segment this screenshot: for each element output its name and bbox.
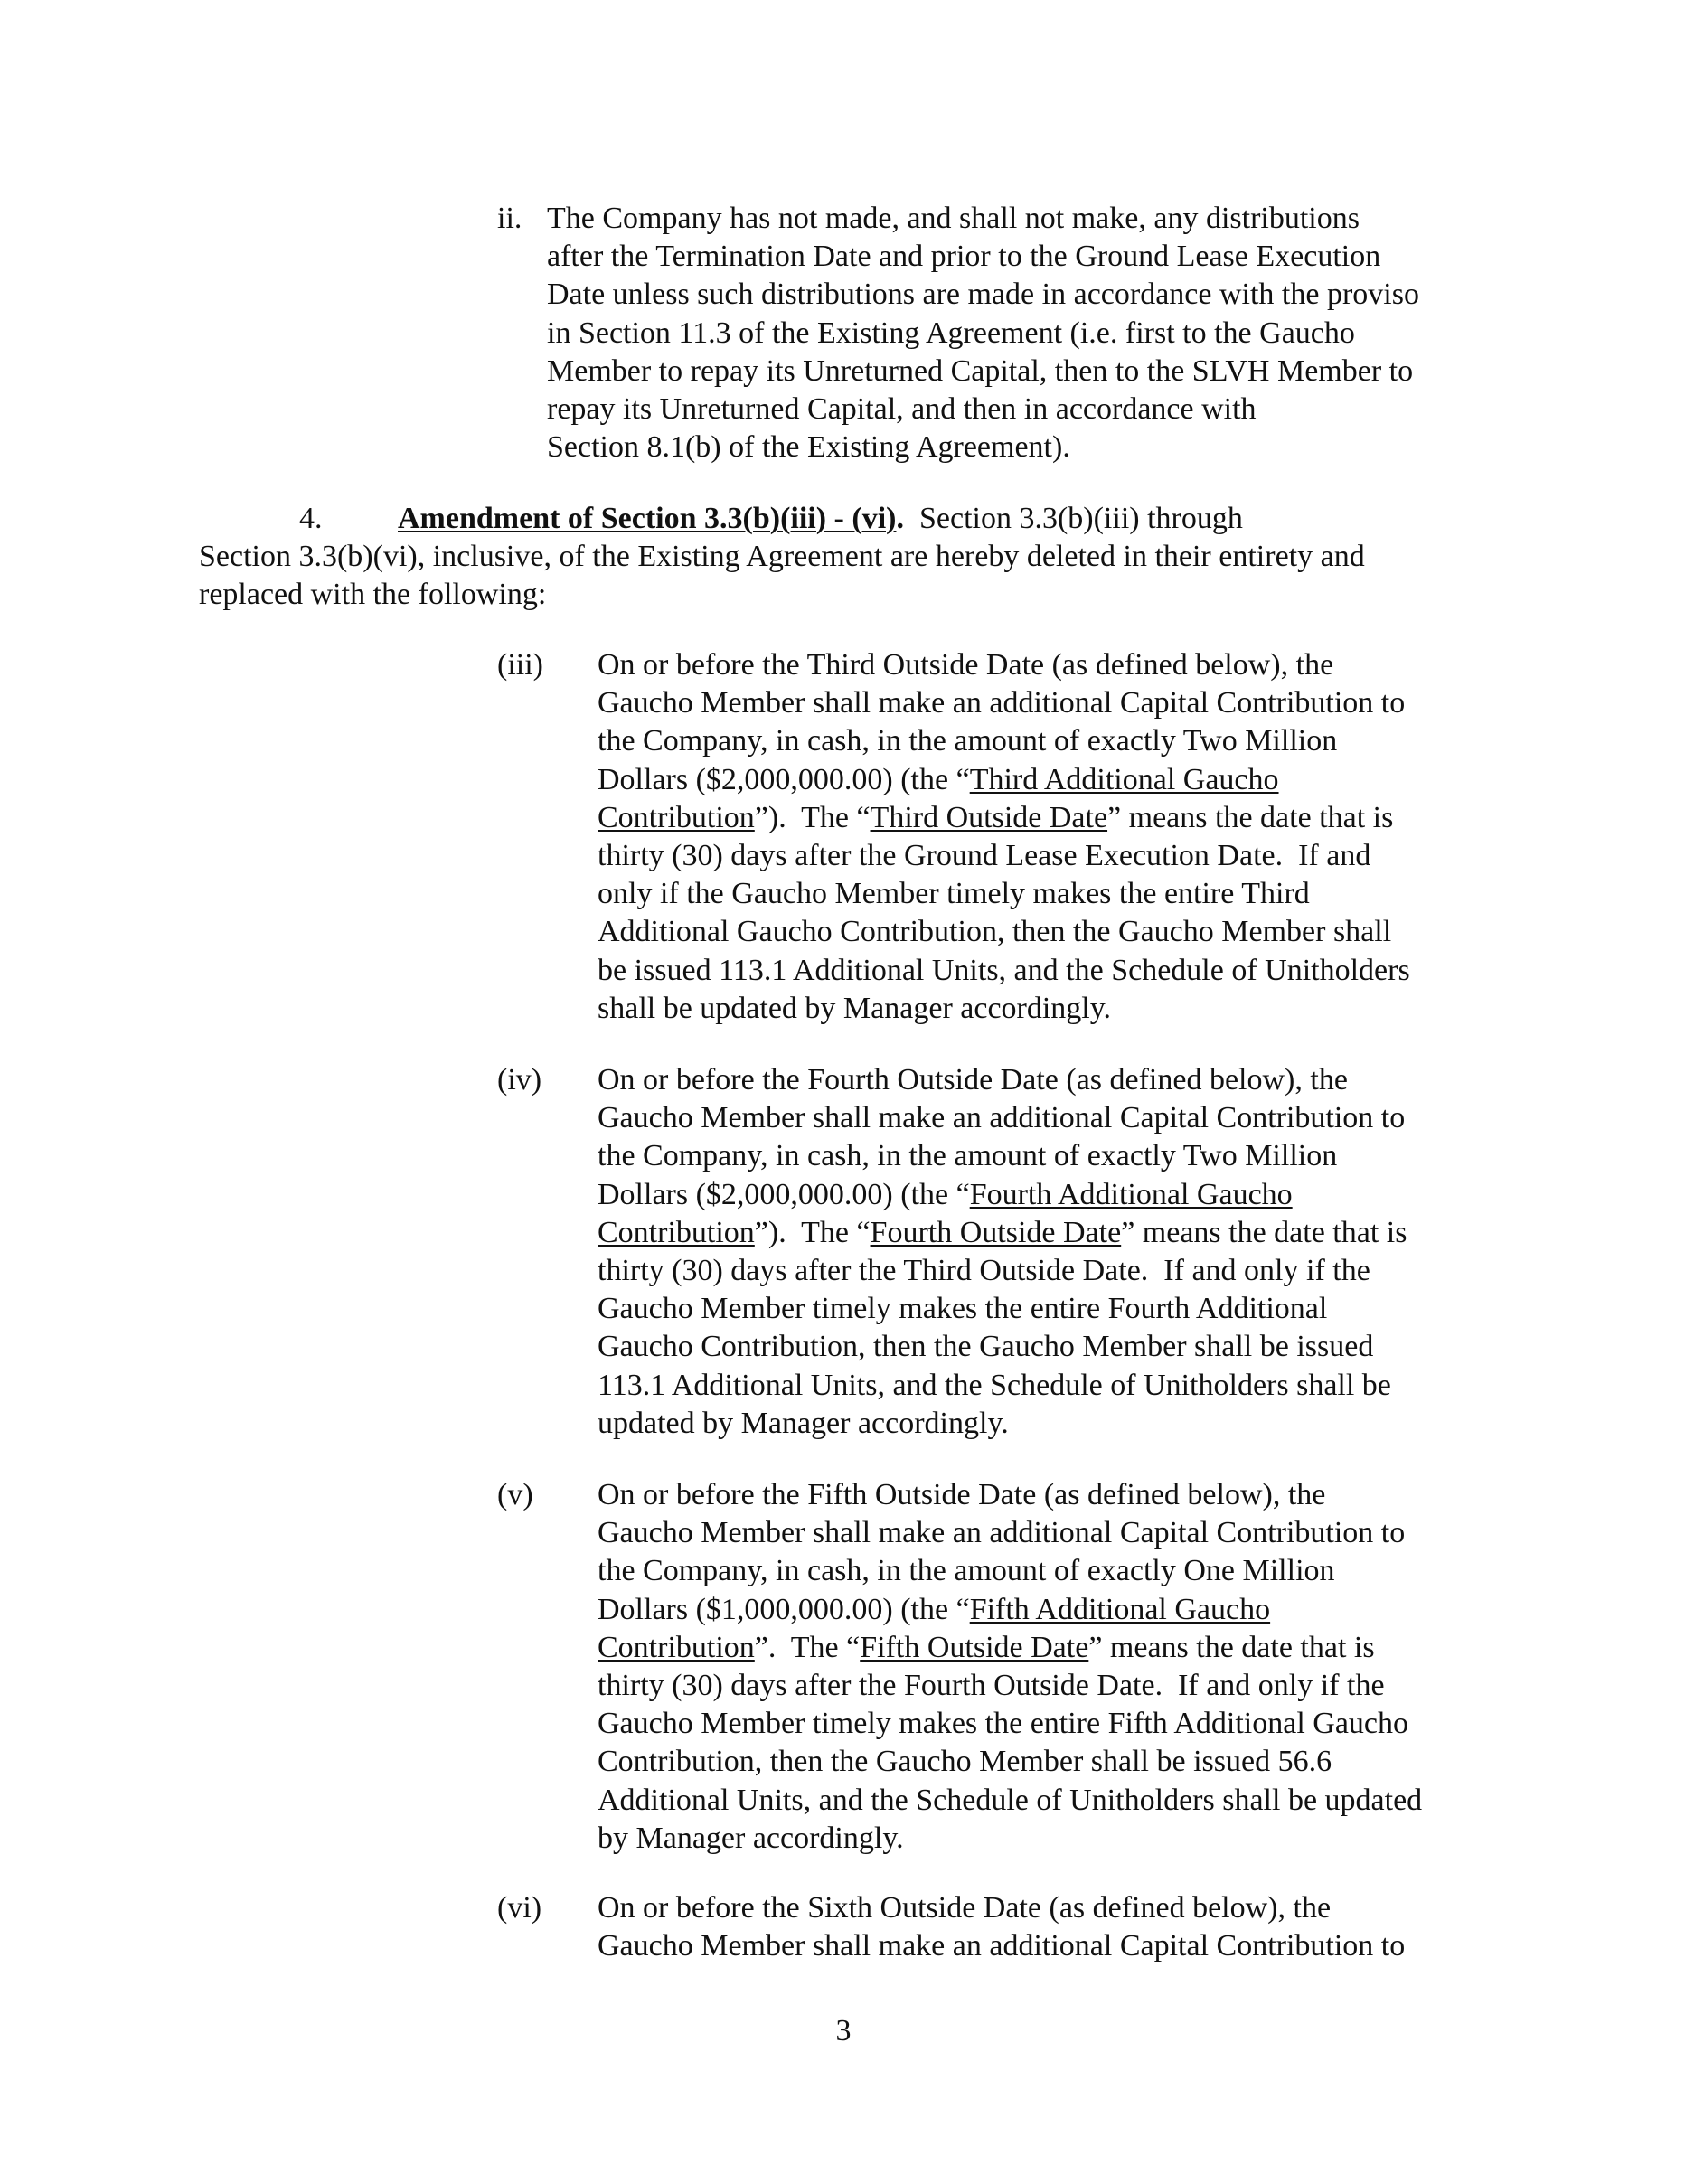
text-line — [199, 576, 1365, 614]
text-line — [598, 1782, 1422, 1820]
text-segment: the Company, in cash, in the amount of exactly One Million — [598, 1554, 1335, 1588]
text-line — [547, 353, 1419, 391]
text-line — [598, 761, 1410, 799]
text-line — [598, 1099, 1407, 1137]
text-segment: Additional Gaucho Contribution, then the Gaucho Member shall — [598, 915, 1392, 949]
section-4-body — [199, 538, 1365, 614]
defined-term: Fifth Outside Date — [860, 1630, 1089, 1664]
text-segment: On or before the Sixth Outside Date (as defined below), the — [598, 1891, 1332, 1925]
defined-term: Fifth Additional Gaucho — [969, 1592, 1271, 1626]
text-line — [598, 1176, 1407, 1214]
text-segment: thirty (30) days after the Fourth Outside Date. If and only if the — [598, 1668, 1385, 1702]
text-segment: Gaucho Member shall make an additional Capital Contribution to — [598, 1101, 1406, 1135]
text-line — [598, 1061, 1407, 1099]
text-line — [598, 1820, 1422, 1858]
subitem-body — [598, 1476, 1422, 1858]
text-segment: ”. The “ — [754, 1630, 861, 1664]
text-line — [547, 391, 1419, 428]
text-segment: Section 3.3(b)(iii) through — [903, 502, 1243, 535]
text-segment: the Company, in cash, in the amount of exactly Two Million — [598, 1139, 1338, 1173]
subitem-label: (iv) — [497, 1063, 542, 1097]
text-line — [598, 1889, 1405, 1927]
subitem-label: (iii) — [497, 648, 543, 682]
subitem-body — [598, 1061, 1407, 1443]
item-ii-label: ii. — [497, 202, 522, 235]
text-segment: On or before the Fifth Outside Date (as defined below), the — [598, 1478, 1326, 1511]
text-segment: Dollars ($2,000,000.00) (the “ — [598, 1177, 970, 1211]
text-segment: shall be updated by Manager accordingly. — [598, 991, 1112, 1025]
text-segment: Gaucho Member shall make an additional Capital Contribution to — [598, 1516, 1406, 1550]
text-line — [598, 1214, 1407, 1252]
text-line — [598, 913, 1410, 951]
text-segment: ” means the date that is — [1107, 800, 1394, 834]
text-line — [598, 875, 1410, 913]
text-segment: On or before the Fourth Outside Date (as defined below), the — [598, 1063, 1348, 1097]
text-segment: . — [896, 502, 904, 535]
section-4-heading-line — [398, 500, 1243, 538]
text-segment: Contribution, then the Gaucho Member shall be issued 56.6 — [598, 1745, 1332, 1779]
text-line — [598, 1743, 1422, 1781]
text-segment: Member to repay its Unreturned Capital, then to the SLVH Member to — [547, 353, 1414, 388]
text-segment: Gaucho Member timely makes the entire Fourth Additional — [598, 1292, 1328, 1326]
text-segment: thirty (30) days after the Ground Lease Execution Date. If and — [598, 838, 1371, 872]
defined-term: Third Outside Date — [870, 800, 1108, 834]
text-line — [547, 200, 1419, 238]
text-line — [598, 1927, 1405, 1965]
defined-term: Fourth Outside Date — [870, 1215, 1122, 1249]
text-segment: Gaucho Member timely makes the entire Fifth Additional Gaucho — [598, 1707, 1408, 1741]
text-segment: Additional Units, and the Schedule of Unitholders shall be updated — [598, 1783, 1423, 1817]
text-line — [598, 684, 1410, 722]
text-line — [598, 1252, 1407, 1290]
text-line — [598, 1514, 1422, 1552]
text-segment: be issued 113.1 Additional Units, and the Schedule of Unitholders — [598, 953, 1410, 987]
text-line — [598, 1629, 1422, 1667]
text-line — [598, 722, 1410, 760]
text-segment: repay its Unreturned Capital, and then in accordance with — [547, 391, 1257, 426]
text-line — [598, 1137, 1407, 1175]
text-line — [598, 799, 1410, 837]
text-line — [598, 837, 1410, 875]
text-segment: Gaucho Member shall make an additional Capital Contribution to — [598, 1929, 1406, 1963]
text-line — [199, 538, 1365, 576]
text-line — [598, 1367, 1407, 1405]
text-line — [598, 990, 1410, 1028]
text-segment: by Manager accordingly. — [598, 1821, 904, 1855]
text-segment: the Company, in cash, in the amount of exactly Two Million — [598, 724, 1338, 758]
subitem-label: (vi) — [497, 1891, 542, 1925]
text-segment: updated by Manager accordingly. — [598, 1406, 1009, 1440]
text-line — [547, 276, 1419, 314]
text-segment: Date unless such distributions are made in accordance with the proviso — [547, 278, 1419, 312]
item-ii-body — [547, 200, 1419, 466]
text-line — [398, 500, 1243, 538]
text-line — [598, 1667, 1422, 1705]
text-line — [598, 1552, 1422, 1590]
defined-term: Third Additional Gaucho — [969, 762, 1279, 796]
text-segment: On or before the Third Outside Date (as defined below), the — [598, 648, 1334, 682]
text-segment: replaced with the following: — [199, 578, 547, 612]
subitem-body — [598, 646, 1410, 1028]
text-line — [598, 646, 1410, 684]
text-segment: ”). The “ — [754, 800, 871, 834]
text-line — [598, 1476, 1422, 1514]
defined-term: Fourth Additional Gaucho — [969, 1177, 1293, 1211]
section-4-number: 4. — [299, 502, 323, 535]
defined-term: Contribution — [598, 1215, 755, 1249]
text-segment: only if the Gaucho Member timely makes the entire Third — [598, 877, 1310, 911]
text-segment: Gaucho Contribution, then the Gaucho Member shall be issued — [598, 1330, 1374, 1364]
text-segment: Dollars ($2,000,000.00) (the “ — [598, 762, 970, 796]
text-segment: after the Termination Date and prior to the Ground Lease Execution — [547, 240, 1381, 274]
defined-term: Contribution — [598, 800, 755, 834]
text-line — [598, 1591, 1422, 1629]
text-line — [598, 952, 1410, 990]
defined-term: Amendment of Section 3.3(b)(iii) - (vi) — [398, 502, 897, 535]
text-line — [547, 315, 1419, 353]
text-line — [598, 1290, 1407, 1328]
defined-term: Contribution — [598, 1630, 755, 1664]
subitem-body — [598, 1889, 1405, 1965]
text-segment: Gaucho Member shall make an additional Capital Contribution to — [598, 686, 1406, 720]
text-line — [547, 238, 1419, 276]
text-segment: Dollars ($1,000,000.00) (the “ — [598, 1592, 970, 1626]
text-segment: The Company has not made, and shall not make, any distributions — [547, 202, 1360, 235]
page-number: 3 — [835, 2014, 852, 2048]
text-line — [598, 1328, 1407, 1366]
text-line — [598, 1705, 1422, 1743]
text-segment: ”). The “ — [754, 1215, 871, 1249]
text-line — [547, 428, 1419, 466]
text-segment: Section 8.1(b) of the Existing Agreement). — [547, 430, 1070, 465]
text-segment: ” means the date that is — [1121, 1215, 1407, 1249]
text-segment: thirty (30) days after the Third Outside Date. If and only if the — [598, 1253, 1370, 1287]
text-segment: 113.1 Additional Units, and the Schedule of Unitholders shall be — [598, 1368, 1391, 1402]
subitem-label: (v) — [497, 1478, 533, 1511]
text-line — [598, 1405, 1407, 1443]
text-segment: in Section 11.3 of the Existing Agreement (i.e. first to the Gaucho — [547, 315, 1355, 350]
text-segment: Section 3.3(b)(vi), inclusive, of the Existing Agreement are hereby deleted in their entirety and — [199, 540, 1365, 573]
text-segment: ” means the date that is — [1088, 1630, 1375, 1664]
